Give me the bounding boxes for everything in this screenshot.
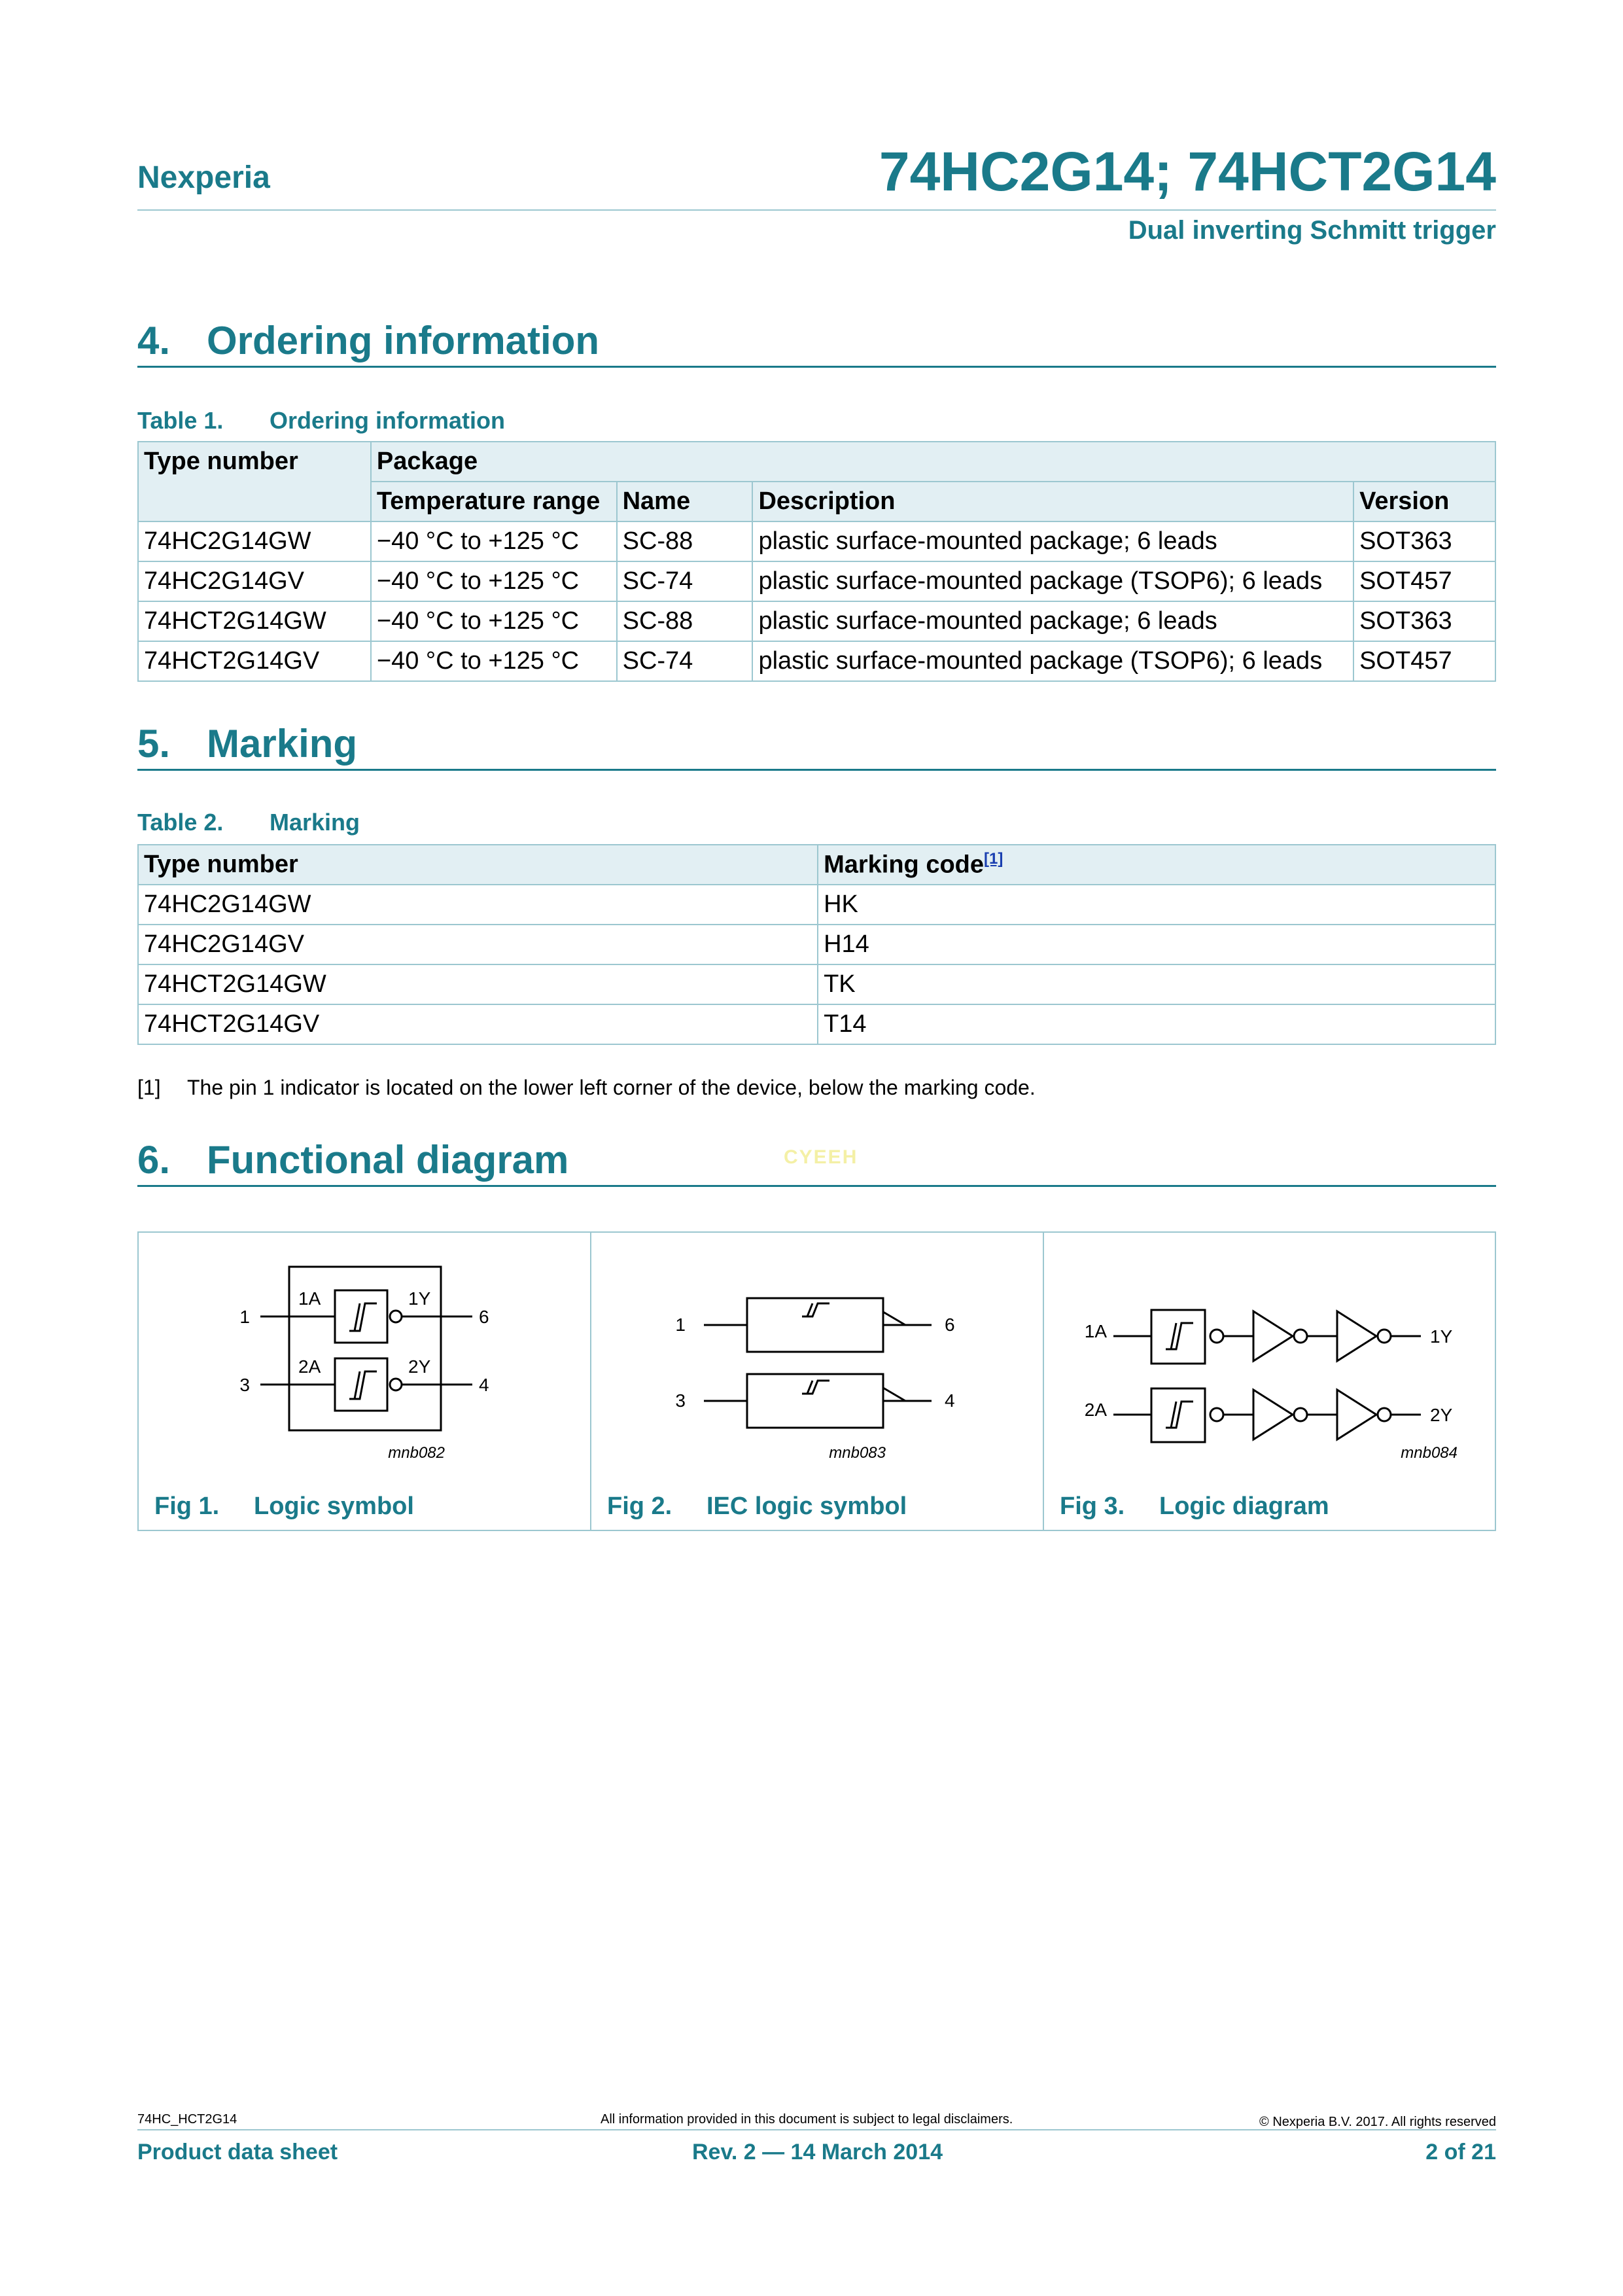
footer-page-number: 2 of 21 xyxy=(1425,2140,1496,2164)
figure-code: mnb082 xyxy=(388,1444,445,1462)
inverter-bubble xyxy=(390,1379,402,1390)
pin-label: 1 xyxy=(239,1307,250,1327)
cell-type-number: 74HCT2G14GW xyxy=(138,601,371,641)
pin-label: 3 xyxy=(675,1390,686,1411)
cell-type-number: 74HC2G14GW xyxy=(138,885,818,925)
cell-type-number: 74HC2G14GV xyxy=(138,925,818,964)
pin-label: 3 xyxy=(239,1375,250,1395)
header-rule xyxy=(137,209,1496,211)
section-rule xyxy=(137,1185,1496,1187)
hysteresis-icon xyxy=(1166,1323,1193,1349)
document-subtitle: Dual inverting Schmitt trigger xyxy=(1128,216,1496,245)
figure-code: mnb084 xyxy=(1401,1444,1457,1462)
header-package: Package xyxy=(371,442,1495,482)
figure-logic-symbol xyxy=(137,1231,591,1531)
inverter-triangle xyxy=(1253,1311,1293,1361)
table-title: Marking xyxy=(270,809,360,836)
header-temperature-range: Temperature range xyxy=(371,482,617,521)
header-type-number: Type number xyxy=(138,845,818,885)
header-name: Name xyxy=(617,482,753,521)
figure-number: Fig 2. xyxy=(607,1492,672,1520)
cell-name: SC-88 xyxy=(617,601,753,641)
hysteresis-icon xyxy=(1171,1323,1176,1349)
inverter-triangle xyxy=(1337,1390,1376,1439)
header-description: Description xyxy=(752,482,1353,521)
hysteresis-icon xyxy=(802,1381,829,1394)
footer-rule xyxy=(137,2129,1496,2130)
ordering-table xyxy=(137,441,1496,682)
table-footnote xyxy=(137,1076,1036,1100)
cell-version: SOT363 xyxy=(1353,601,1495,641)
figure-iec-logic-symbol xyxy=(590,1231,1044,1531)
signal-label: 1Y xyxy=(1430,1326,1453,1347)
figure-caption xyxy=(154,1492,414,1521)
signal-label: 2A xyxy=(1084,1400,1107,1420)
signal-label: 1Y xyxy=(408,1288,431,1309)
header-type-number: Type number xyxy=(138,442,371,521)
cell-description: plastic surface-mounted package; 6 leads xyxy=(752,601,1353,641)
footnote-text: The pin 1 indicator is located on the lower left corner of the device, below the marking code. xyxy=(187,1076,1036,1099)
figure-caption xyxy=(607,1492,907,1521)
inverter-bubble xyxy=(390,1311,402,1322)
cell-name: SC-88 xyxy=(617,521,753,561)
table1-caption xyxy=(137,407,505,434)
section-heading-ordering xyxy=(137,318,1496,363)
cell-marking-code: H14 xyxy=(818,925,1495,964)
brand-name: Nexperia xyxy=(137,160,270,195)
pin-label: 6 xyxy=(945,1315,955,1335)
negation-marker xyxy=(883,1388,905,1401)
header-version: Version xyxy=(1353,482,1495,521)
cell-marking-code: T14 xyxy=(818,1004,1495,1044)
figure-title: IEC logic symbol xyxy=(707,1492,907,1520)
logic-symbol-diagram xyxy=(139,1233,590,1530)
gate-box xyxy=(747,1298,883,1352)
figure-number: Fig 3. xyxy=(1060,1492,1125,1520)
table-row xyxy=(138,601,1495,641)
cell-marking-code: TK xyxy=(818,964,1495,1004)
figure-caption xyxy=(1060,1492,1329,1521)
pin-label: 6 xyxy=(479,1307,489,1327)
table-row xyxy=(138,561,1495,601)
footer-copyright: © Nexperia B.V. 2017. All rights reserved xyxy=(1259,2115,1496,2129)
cell-version: SOT363 xyxy=(1353,521,1495,561)
gate-box xyxy=(335,1290,387,1343)
gate-box xyxy=(335,1358,387,1411)
signal-label: 2A xyxy=(298,1356,321,1377)
footer-document-id: 74HC_HCT2G14 xyxy=(137,2112,237,2127)
table-number: Table 1. xyxy=(137,407,224,434)
document-title: 74HC2G14; 74HCT2G14 xyxy=(879,141,1496,202)
table-header-row xyxy=(138,442,1495,482)
table-number: Table 2. xyxy=(137,809,224,836)
section-title: Marking xyxy=(207,722,358,766)
signal-label: 1A xyxy=(298,1288,321,1309)
footnote-number: [1] xyxy=(137,1076,161,1099)
cell-description: plastic surface-mounted package (TSOP6); 6 leads xyxy=(752,641,1353,681)
cell-type-number: 74HCT2G14GW xyxy=(138,964,818,1004)
pin-label: 4 xyxy=(479,1375,489,1395)
watermark: CYEEH xyxy=(784,1146,858,1168)
footer-document-type: Product data sheet xyxy=(137,2140,338,2164)
section-title: Functional diagram xyxy=(207,1138,569,1182)
marking-table xyxy=(137,844,1496,1045)
cell-type-number: 74HC2G14GW xyxy=(138,521,371,561)
inverter-bubble xyxy=(1210,1330,1223,1343)
cell-type-number: 74HC2G14GV xyxy=(138,561,371,601)
figure-title: Logic diagram xyxy=(1159,1492,1329,1520)
section-title: Ordering information xyxy=(207,319,599,362)
footnote-link[interactable]: [1] xyxy=(984,850,1003,868)
logic-diagram xyxy=(1044,1233,1495,1530)
header-marking-code xyxy=(818,845,1495,885)
cell-type-number: 74HCT2G14GV xyxy=(138,1004,818,1044)
inverter-triangle xyxy=(1337,1311,1376,1361)
section-number: 5. xyxy=(137,722,171,766)
cell-temperature-range: −40 °C to +125 °C xyxy=(371,561,617,601)
table-header-row xyxy=(138,845,1495,885)
marking-code-label: Marking code xyxy=(824,851,985,879)
hysteresis-icon xyxy=(349,1303,377,1331)
hysteresis-icon xyxy=(349,1371,377,1399)
cell-temperature-range: −40 °C to +125 °C xyxy=(371,601,617,641)
cell-description: plastic surface-mounted package; 6 leads xyxy=(752,521,1353,561)
section-heading-marking xyxy=(137,721,1496,766)
section-rule xyxy=(137,769,1496,771)
table-title: Ordering information xyxy=(270,407,505,434)
cell-name: SC-74 xyxy=(617,561,753,601)
inverter-bubble xyxy=(1294,1408,1307,1421)
cell-name: SC-74 xyxy=(617,641,753,681)
section-rule xyxy=(137,366,1496,368)
section-number: 6. xyxy=(137,1138,171,1182)
hysteresis-icon xyxy=(802,1303,829,1316)
signal-label: 2Y xyxy=(1430,1405,1453,1425)
cell-type-number: 74HCT2G14GV xyxy=(138,641,371,681)
signal-label: 1A xyxy=(1084,1321,1107,1341)
figure-number: Fig 1. xyxy=(154,1492,220,1520)
signal-label: 2Y xyxy=(408,1356,431,1377)
negation-marker xyxy=(883,1312,905,1325)
cell-marking-code: HK xyxy=(818,885,1495,925)
cell-version: SOT457 xyxy=(1353,561,1495,601)
iec-logic-symbol-diagram xyxy=(591,1233,1043,1530)
hysteresis-icon xyxy=(355,1303,360,1331)
table-row xyxy=(138,1004,1495,1044)
cell-version: SOT457 xyxy=(1353,641,1495,681)
hysteresis-icon xyxy=(355,1371,360,1399)
table-row xyxy=(138,885,1495,925)
footer-revision: Rev. 2 — 14 March 2014 xyxy=(692,2140,943,2164)
inverter-triangle xyxy=(1253,1390,1293,1439)
figure-code: mnb083 xyxy=(829,1444,886,1462)
table-row xyxy=(138,964,1495,1004)
hysteresis-icon xyxy=(1171,1402,1176,1428)
inverter-bubble xyxy=(1294,1330,1307,1343)
table-row xyxy=(138,641,1495,681)
cell-temperature-range: −40 °C to +125 °C xyxy=(371,641,617,681)
inverter-bubble xyxy=(1210,1408,1223,1421)
table-row xyxy=(138,925,1495,964)
table2-caption xyxy=(137,809,360,836)
hysteresis-icon xyxy=(807,1381,812,1394)
hysteresis-icon xyxy=(807,1303,812,1316)
hysteresis-icon xyxy=(1166,1402,1193,1428)
figure-logic-diagram xyxy=(1043,1231,1496,1531)
section-number: 4. xyxy=(137,319,171,362)
cell-temperature-range: −40 °C to +125 °C xyxy=(371,521,617,561)
inverter-bubble xyxy=(1378,1330,1391,1343)
table-row xyxy=(138,521,1495,561)
figure-title: Logic symbol xyxy=(254,1492,414,1520)
pin-label: 1 xyxy=(675,1315,686,1335)
pin-label: 4 xyxy=(945,1390,955,1411)
footer-disclaimer: All information provided in this document is subject to legal disclaimers. xyxy=(601,2112,1013,2127)
gate-box xyxy=(747,1374,883,1428)
cell-description: plastic surface-mounted package (TSOP6); 6 leads xyxy=(752,561,1353,601)
inverter-bubble xyxy=(1378,1408,1391,1421)
